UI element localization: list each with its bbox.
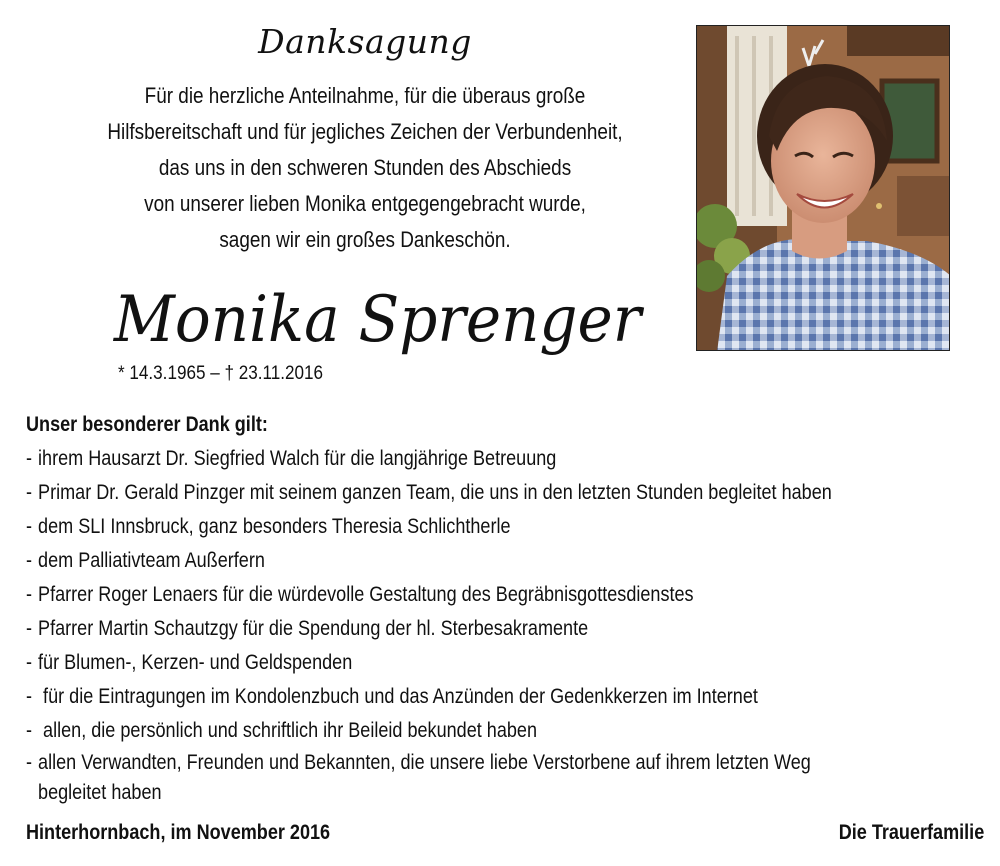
intro-line: das uns in den schweren Stunden des Abschieds xyxy=(158,155,572,180)
intro-text xyxy=(86,78,645,258)
list-item-text: Pfarrer Roger Lenaers für die würdevolle Gestaltung des Begräbnisgottesdienstes xyxy=(38,583,694,606)
intro-line: sagen wir ein großes Dankeschön. xyxy=(219,227,511,252)
list-bullet: - xyxy=(26,719,33,742)
list-item-text: allen Verwandten, Freunden und Bekannten, die unsere liebe Verstorbene auf ihrem letzten Weg xyxy=(38,751,811,774)
list-item-text: dem Palliativteam Außerfern xyxy=(38,549,265,572)
list-item xyxy=(26,578,852,612)
intro-line: von unserer lieben Monika entgegengebracht wurde, xyxy=(144,191,586,216)
list-item-text: ihrem Hausarzt Dr. Siegfried Walch für die langjährige Betreuung xyxy=(38,447,557,470)
list-item-text: für die Eintragungen im Kondolenzbuch und das Anzünden der Gedenkkerzen im Internet xyxy=(38,685,758,708)
list-bullet: - xyxy=(26,549,33,572)
list-bullet: - xyxy=(26,447,33,470)
list-bullet: - xyxy=(26,651,33,674)
list-item xyxy=(26,714,852,748)
list-bullet: - xyxy=(26,481,33,504)
list-bullet: - xyxy=(26,583,33,606)
list-bullet: - xyxy=(26,751,33,774)
list-bullet: - xyxy=(26,515,33,538)
list-item-text-continued: begleitet haben xyxy=(38,781,162,804)
intro-line: Hilfsbereitschaft und für jegliches Zeichen der Verbundenheit, xyxy=(107,119,623,144)
list-item xyxy=(26,748,852,808)
list-item xyxy=(26,612,852,646)
portrait-image xyxy=(697,26,950,351)
list-item-text: Primar Dr. Gerald Pinzger mit seinem ganzen Team, die uns in den letzten Stunden begleitet haben xyxy=(38,481,832,504)
list-item xyxy=(26,680,852,714)
special-thanks-heading: Unser besonderer Dank gilt: xyxy=(26,413,268,436)
list-item-text: für Blumen-, Kerzen- und Geldspenden xyxy=(38,651,353,674)
list-bullet: - xyxy=(26,617,33,640)
deceased-name: Monika Sprenger xyxy=(113,283,642,357)
life-dates: * 14.3.1965 – † 23.11.2016 xyxy=(118,363,324,384)
list-item-text: dem SLI Innsbruck, ganz besonders Theresia Schlichtherle xyxy=(38,515,511,538)
list-item xyxy=(26,510,852,544)
list-item xyxy=(26,646,852,680)
thanks-list xyxy=(26,442,986,808)
intro-line: Für die herzliche Anteilnahme, für die überaus große xyxy=(144,83,586,108)
special-thanks-section xyxy=(26,408,986,808)
list-item-text: Pfarrer Martin Schautzgy für die Spendung der hl. Sterbesakramente xyxy=(38,617,589,640)
notice-title: Danksagung xyxy=(258,22,472,61)
list-item-text: allen, die persönlich und schriftlich ihr Beileid bekundet haben xyxy=(38,719,538,742)
signature: Die Trauerfamilie xyxy=(838,821,984,844)
list-item xyxy=(26,442,852,476)
list-item xyxy=(26,544,852,578)
list-bullet: - xyxy=(26,685,33,708)
portrait-photo xyxy=(696,25,950,351)
place-and-date: Hinterhornbach, im November 2016 xyxy=(26,821,331,844)
list-item xyxy=(26,476,852,510)
